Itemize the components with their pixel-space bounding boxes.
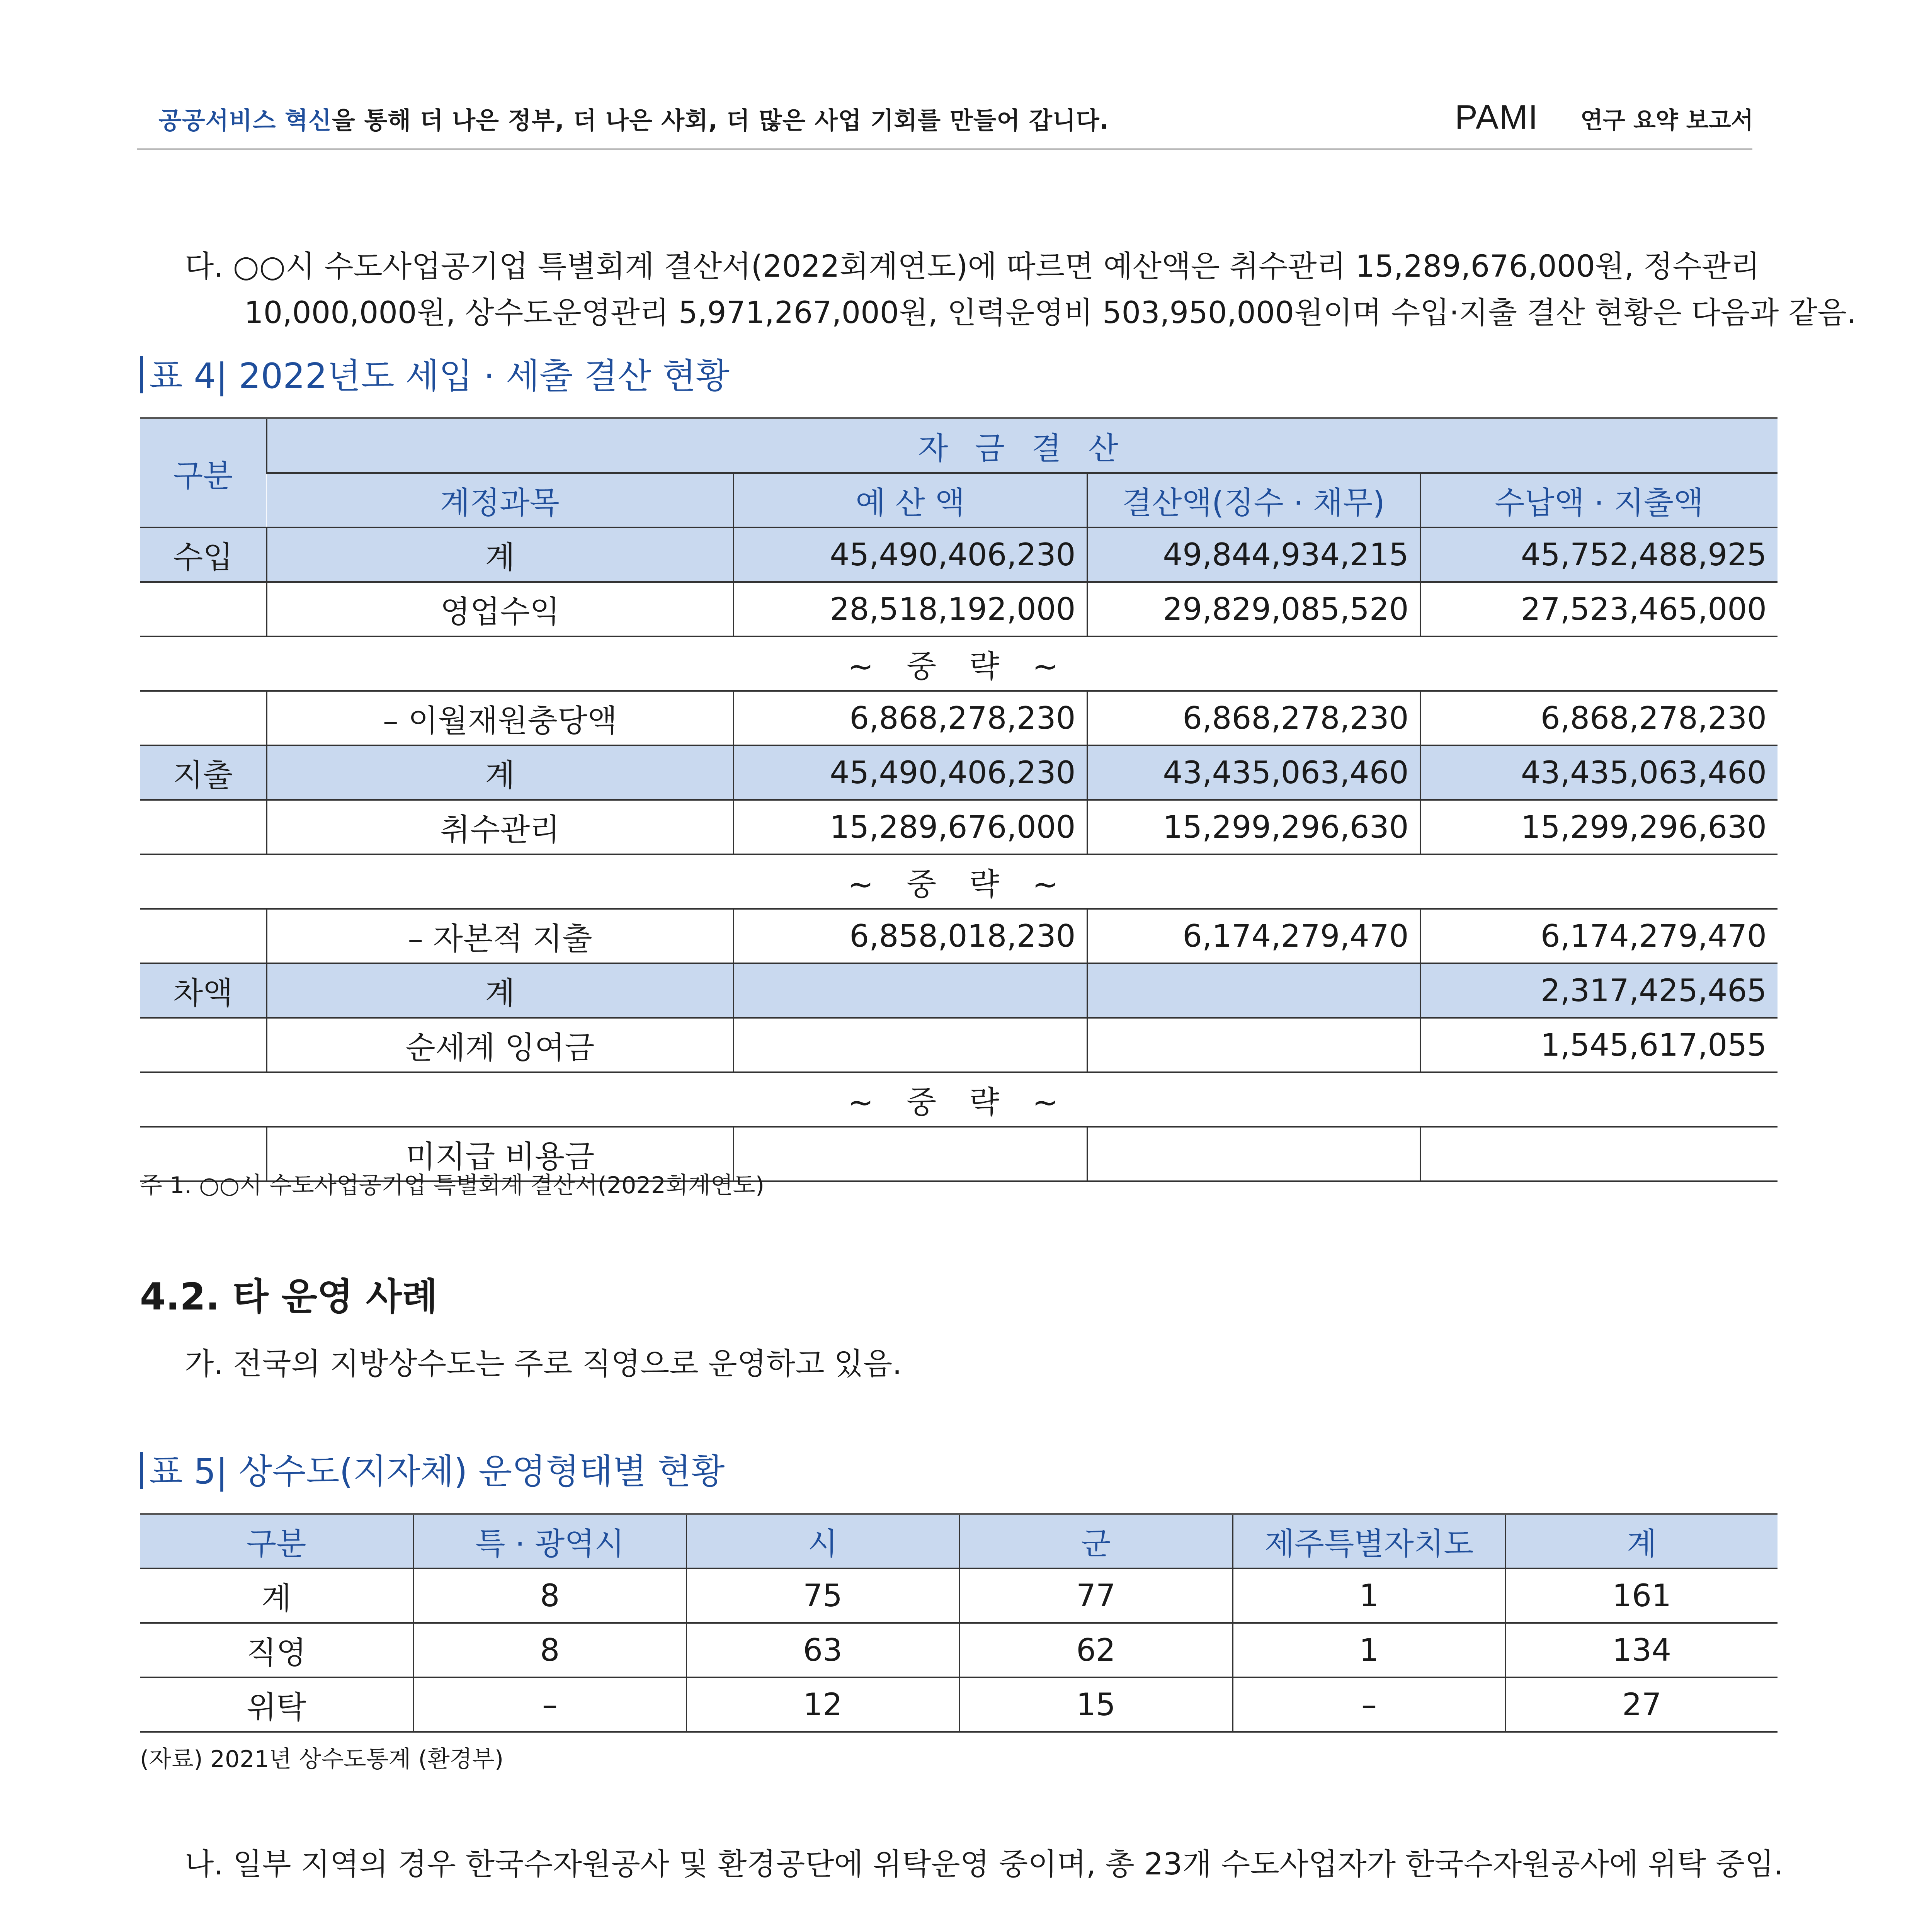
table4-cell-settled: [1087, 1127, 1420, 1181]
table4-header-settled: 결산액(징수 · 채무): [1087, 473, 1420, 527]
table4-cell-settled: 6,868,278,230: [1087, 691, 1420, 745]
table4-cell-received: 15,299,296,630: [1420, 800, 1778, 854]
table4-header-group: 자 금 결 산: [267, 418, 1778, 473]
table5-cell: 계: [140, 1568, 413, 1623]
para-na: 나. 일부 지역의 경우 한국수자원공사 및 환경공단에 위탁운영 중이며, 총 23개 수도사업자가 한국수자원공사에 위탁 중임.: [185, 1847, 1784, 1882]
slogan-highlight: 공공서비스 혁신: [158, 106, 332, 134]
table4-cell-received: 45,752,488,925: [1420, 527, 1778, 582]
table5-cell: –: [413, 1677, 686, 1732]
caption-bar: [140, 356, 143, 393]
header-slogan: [158, 101, 1109, 136]
table4-cell-category: 수입: [140, 527, 267, 582]
table4-cell-budget: [733, 1127, 1087, 1181]
header-report-type: 연구 요약 보고서: [1580, 107, 1754, 134]
table4-cell-budget: 15,289,676,000: [733, 800, 1087, 854]
table4-cell-settled: 43,435,063,460: [1087, 745, 1420, 800]
table5-cell: 12: [686, 1677, 959, 1732]
table-row: [140, 1623, 1778, 1677]
table4-cell-item: 취수관리: [267, 800, 733, 854]
table4: [140, 417, 1778, 1182]
table4-skip-text: ∼ 중 략 ∼: [140, 1072, 1778, 1127]
table5-cell: 1: [1233, 1623, 1505, 1677]
table5-cell: 75: [686, 1568, 959, 1623]
table-row: [140, 1677, 1778, 1732]
table4-cell-budget: 6,868,278,230: [733, 691, 1087, 745]
table-row: [140, 582, 1778, 636]
table4-header-account: 계정과목: [267, 473, 733, 527]
table4-cell-budget: [733, 1018, 1087, 1072]
table4-note: 주 1. ○○시 수도사업공기업 특별회계 결산서(2022회계연도): [140, 1172, 765, 1199]
table5-caption: 표 5| 상수도(지자체) 운영형태별 현황: [140, 1443, 725, 1493]
table4-cell-category: [140, 909, 267, 963]
table4-skip-text: ∼ 중 략 ∼: [140, 854, 1778, 909]
header-divider: [137, 148, 1752, 150]
table4-header-received: 수납액 · 지출액: [1420, 473, 1778, 527]
table4-cell-category: [140, 800, 267, 854]
table5-cell: 8: [413, 1568, 686, 1623]
table5-header: 시: [686, 1514, 959, 1569]
table5-cell: 8: [413, 1623, 686, 1677]
table4-header-budget: 예 산 액: [733, 473, 1087, 527]
para-ga: 가. 전국의 지방상수도는 주로 직영으로 운영하고 있음.: [185, 1347, 902, 1381]
table4-cell-item: 영업수익: [267, 582, 733, 636]
table4-cell-item: 계: [267, 745, 733, 800]
table5-cell: 직영: [140, 1623, 413, 1677]
table4-cell-settled: 15,299,296,630: [1087, 800, 1420, 854]
header-brand: PAMI: [1455, 98, 1539, 136]
table4-cell-category: 차액: [140, 963, 267, 1018]
table-row: [140, 1018, 1778, 1072]
table4-skip-row: [140, 1072, 1778, 1127]
table5-cell: 1: [1233, 1568, 1505, 1623]
table4-cell-received: [1420, 1127, 1778, 1181]
table-row: [140, 963, 1778, 1018]
table5: [140, 1513, 1778, 1733]
table4-cell-budget: 45,490,406,230: [733, 527, 1087, 582]
slogan-rest: 을 통해 더 나은 정부, 더 나은 사회, 더 많은 사업 기회를 만들어 갑니다.: [332, 106, 1109, 134]
table-row: [140, 800, 1778, 854]
para-da-line2: 10,000,000원, 상수도운영관리 5,971,267,000원, 인력운영비 503,950,000원이며 수입·지출 결산 현황은 다음과 같음.: [244, 296, 1856, 330]
table5-header: 제주특별자치도: [1233, 1514, 1505, 1569]
table5-header: 계: [1505, 1514, 1778, 1569]
table4-cell-budget: 28,518,192,000: [733, 582, 1087, 636]
table4-cell-received: 6,868,278,230: [1420, 691, 1778, 745]
table5-cell: 27: [1505, 1677, 1778, 1732]
table4-skip-row: [140, 854, 1778, 909]
table4-cell-budget: 6,858,018,230: [733, 909, 1087, 963]
para-da-line1: 다. ○○시 수도사업공기업 특별회계 결산서(2022회계연도)에 따르면 예산액은 취수관리 15,289,676,000원, 정수관리: [185, 249, 1760, 284]
table4-cell-item: 계: [267, 527, 733, 582]
table5-cell: 15: [959, 1677, 1233, 1732]
table5-cell: 위탁: [140, 1677, 413, 1732]
table4-cell-item: 미지급 비용금: [267, 1127, 733, 1181]
table4-cell-settled: 6,174,279,470: [1087, 909, 1420, 963]
table4-cell-budget: [733, 963, 1087, 1018]
table4-cell-received: 2,317,425,465: [1420, 963, 1778, 1018]
table4-cell-category: 지출: [140, 745, 267, 800]
table4-cell-budget: 45,490,406,230: [733, 745, 1087, 800]
table4-cell-settled: [1087, 963, 1420, 1018]
table4-cell-received: 6,174,279,470: [1420, 909, 1778, 963]
table4-caption: 표 4| 2022년도 세입 · 세출 결산 현황: [140, 348, 730, 398]
table4-cell-settled: [1087, 1018, 1420, 1072]
table4-cell-received: 27,523,465,000: [1420, 582, 1778, 636]
table4-skip-row: [140, 636, 1778, 691]
table4-cell-item: 계: [267, 963, 733, 1018]
table4-cell-category: [140, 582, 267, 636]
table5-cell: 62: [959, 1623, 1233, 1677]
table-row: [140, 1568, 1778, 1623]
table5-cell: 134: [1505, 1623, 1778, 1677]
table5-header: 군: [959, 1514, 1233, 1569]
table-row: [140, 909, 1778, 963]
caption-bar: [140, 1452, 143, 1489]
table5-cell: 63: [686, 1623, 959, 1677]
table-row: [140, 691, 1778, 745]
table5-cell: 161: [1505, 1568, 1778, 1623]
table-row: [140, 745, 1778, 800]
table-row: [140, 527, 1778, 582]
table4-cell-received: 1,545,617,055: [1420, 1018, 1778, 1072]
table5-source: (자료) 2021년 상수도통계 (환경부): [140, 1746, 504, 1773]
table5-cell: 77: [959, 1568, 1233, 1623]
table5-cell: –: [1233, 1677, 1505, 1732]
table4-cell-category: [140, 1018, 267, 1072]
table4-cell-item: 순세계 잉여금: [267, 1018, 733, 1072]
table4-cell-settled: 49,844,934,215: [1087, 527, 1420, 582]
table4-cell-item: – 자본적 지출: [267, 909, 733, 963]
table4-cell-item: – 이월재원충당액: [267, 691, 733, 745]
table4-cell-settled: 29,829,085,520: [1087, 582, 1420, 636]
table4-header-category: 구분: [140, 418, 267, 528]
table5-header: 구분: [140, 1514, 413, 1569]
table5-header: 특 · 광역시: [413, 1514, 686, 1569]
table4-cell-received: 43,435,063,460: [1420, 745, 1778, 800]
section-heading: 4.2. 타 운영 사례: [140, 1275, 438, 1318]
table4-cell-category: [140, 691, 267, 745]
table4-skip-text: ∼ 중 략 ∼: [140, 636, 1778, 691]
